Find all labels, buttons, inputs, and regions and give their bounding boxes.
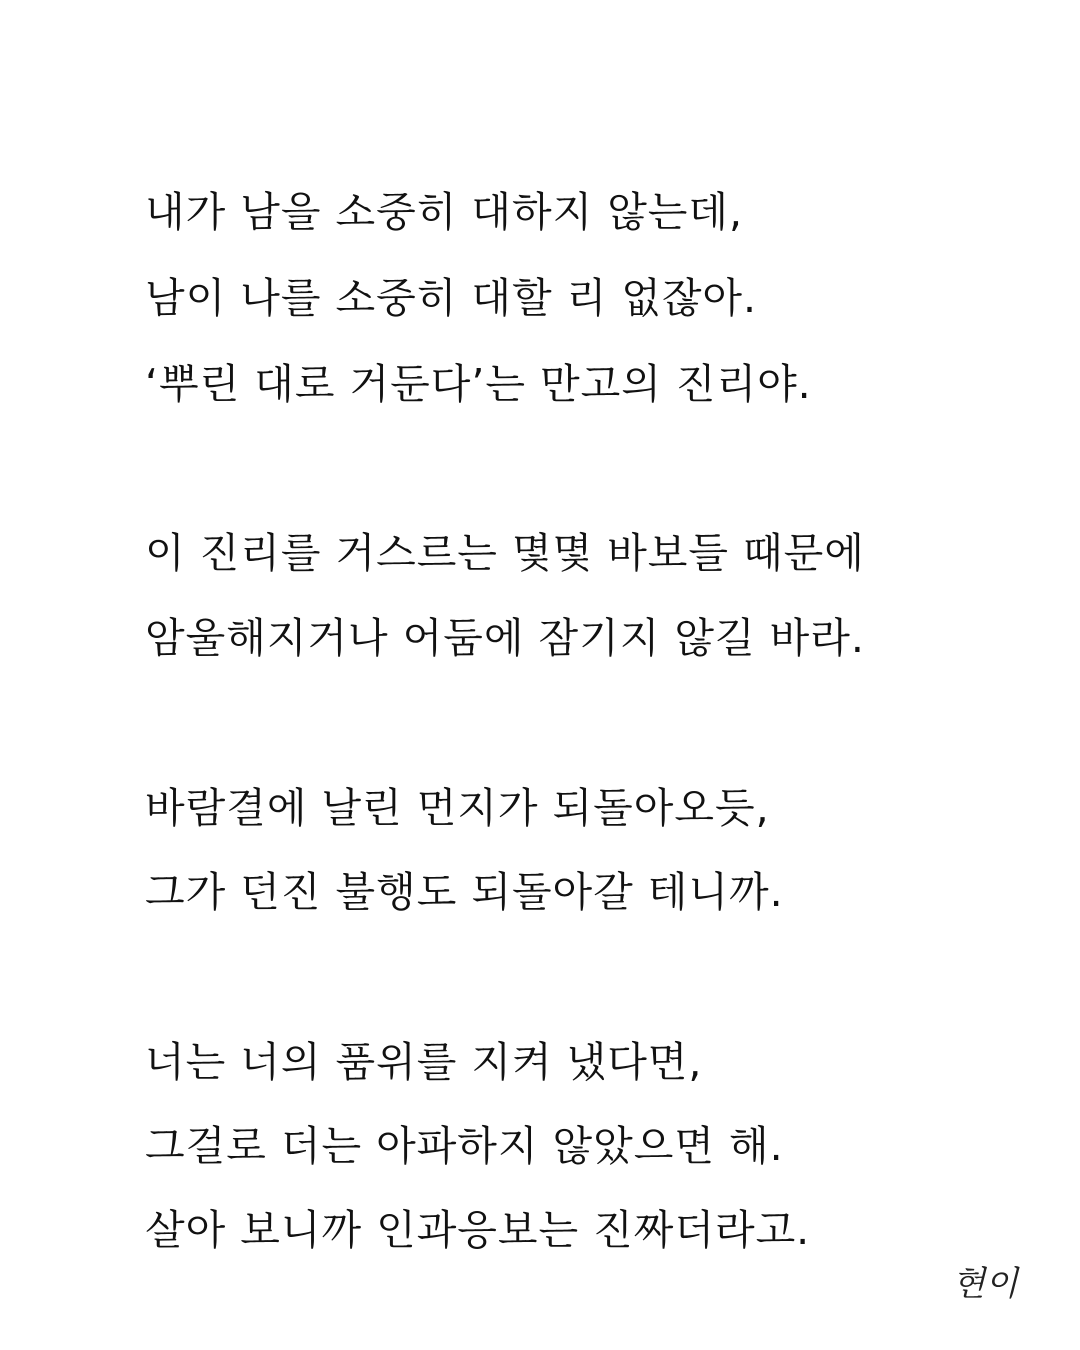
poem-line: ‘뿌린 대로 거둔다’는 만고의 진리야. bbox=[145, 360, 812, 408]
poem-line: 암울해지거나 어둠에 잠기지 않길 바라. bbox=[145, 614, 865, 662]
poem-line: 그가 던진 불행도 되돌아갈 테니까. bbox=[145, 868, 784, 916]
poem-line: 남이 나를 소중히 대할 리 없잖아. bbox=[145, 274, 758, 322]
poem-line: 바람결에 날린 먼지가 되돌아오듯, bbox=[145, 784, 770, 832]
poem-line: 살아 보니까 인과응보는 진짜더라고. bbox=[145, 1206, 811, 1254]
poem-line: 내가 남을 소중히 대하지 않는데, bbox=[145, 188, 744, 236]
author-signature: 현이 bbox=[952, 1264, 1018, 1304]
poem-line: 그걸로 더는 아파하지 않았으면 해. bbox=[145, 1122, 784, 1170]
poem-line: 이 진리를 거스르는 몇몇 바보들 때문에 bbox=[145, 529, 865, 577]
poem-line: 너는 너의 품위를 지켜 냈다면, bbox=[145, 1038, 703, 1086]
